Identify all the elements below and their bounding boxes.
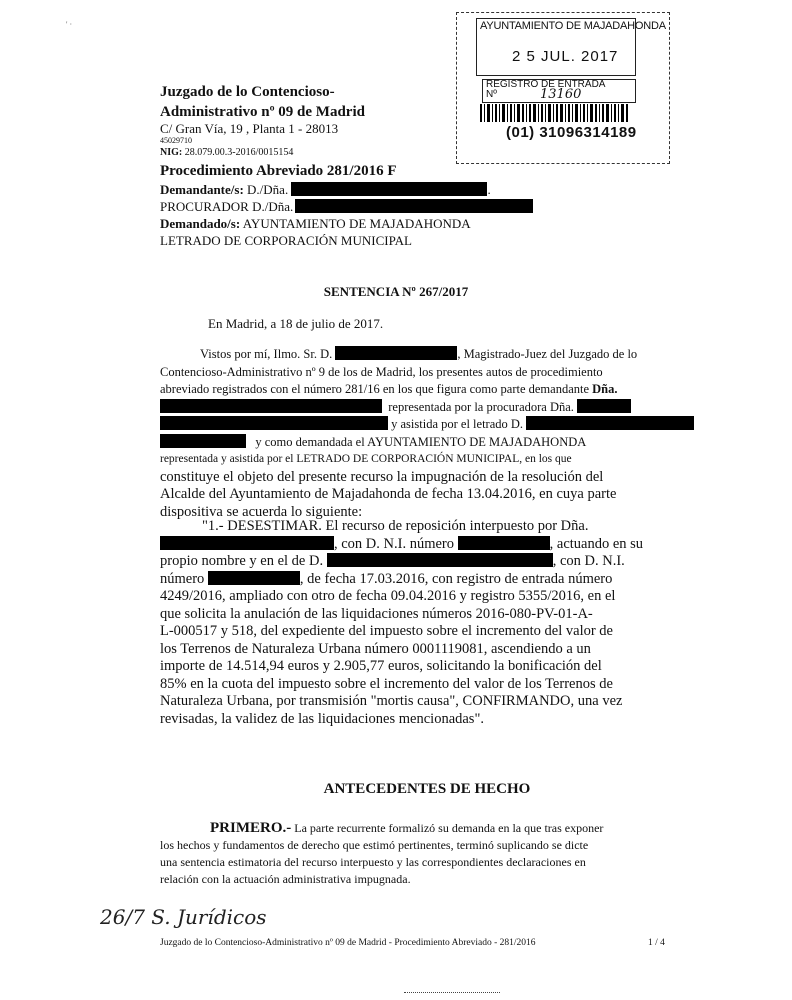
parties-block <box>160 181 533 249</box>
primero-label: PRIMERO.- <box>210 820 292 836</box>
text-line: importe de 14.514,94 euros y 2.905,77 euros, solicitando la bonificación del <box>160 658 602 674</box>
text-line: una sentencia estimatoria del recurso interpuesto y las correspondientes declaraciones en <box>160 855 586 869</box>
text-span: y asistida por el letrado D. <box>391 417 524 431</box>
barcode-image <box>480 104 630 122</box>
section-heading: ANTECEDENTES DE HECHO <box>323 781 531 797</box>
document-title: SENTENCIA Nº 267/2017 <box>323 284 469 299</box>
text-line <box>160 820 690 837</box>
court-line-2: Administrativo nº 09 de Madrid <box>160 104 365 120</box>
stamp-title: AYUNTAMIENTO DE MAJADAHONDA <box>480 20 666 32</box>
text-span: y como demandada el AYUNTAMIENTO DE MAJADAHONDA <box>255 434 587 449</box>
text-line: que solicita la anulación de las liquidaciones números 2016-080-PV-01-A- <box>160 605 593 622</box>
text-line <box>160 434 690 452</box>
redaction <box>160 434 246 448</box>
barcode-number: (01) 31096314189 <box>506 124 637 141</box>
text-line <box>160 381 690 399</box>
redaction <box>208 571 300 585</box>
text-span: Dña. <box>592 382 618 396</box>
text-span: representada por la procuradora Dña. <box>388 399 574 414</box>
text-line: representada y asistida por el LETRADO DE CORPORACIÓN MUNICIPAL, en los que <box>160 453 572 465</box>
text-line: Alcalde del Ayuntamiento de Majadahonda de fecha 13.04.2016, en cuya parte <box>160 486 617 502</box>
scan-artifact <box>404 992 500 995</box>
paragraph-primero <box>160 820 690 888</box>
demandado-label: Demandado/s: <box>160 216 241 231</box>
text-span: número <box>160 570 205 587</box>
demandante-label: Demandante/s: <box>160 182 244 197</box>
page-footer: Juzgado de lo Contencioso-Administrativo nº 09 de Madrid - Procedimiento Abreviado - 281/2016 <box>160 938 536 948</box>
text-line <box>160 536 690 554</box>
scan-mark: ' · <box>66 20 73 29</box>
redaction <box>335 346 457 360</box>
nig-label: NIG: <box>160 147 183 158</box>
text-line: relación con la actuación administrativa impugnada. <box>160 872 411 886</box>
text-line: 4249/2016, ampliado con otro de fecha 09.04.2016 y registro 5355/2016, en el <box>160 588 616 604</box>
handwritten-note: 26/7 S. Jurídicos <box>100 905 267 929</box>
redaction <box>291 182 487 196</box>
text-line: revisadas, la validez de las liquidaciones mencionadas". <box>160 710 484 727</box>
text-span: La parte recurrente formalizó su demanda en la que tras exponer <box>294 821 604 835</box>
text-span: propio nombre y en el de D. <box>160 553 324 569</box>
text-line <box>160 346 690 364</box>
letrado-line: LETRADO DE CORPORACIÓN MUNICIPAL <box>160 233 412 248</box>
demandado-line <box>160 215 533 232</box>
stamp-registry-no-label: Nº <box>486 89 497 100</box>
redaction <box>458 536 550 550</box>
redaction <box>526 416 694 430</box>
procedure-number: Procedimiento Abreviado 281/2016 F <box>160 163 397 179</box>
procurador-label: PROCURADOR D./Dña. <box>160 199 294 214</box>
redaction <box>160 399 382 413</box>
text-span: , de fecha 17.03.2016, con registro de entrada número <box>299 570 613 587</box>
court-name <box>160 82 365 122</box>
paragraph-vistos <box>160 346 690 521</box>
place-date: En Madrid, a 18 de julio de 2017. <box>208 316 384 331</box>
court-code: 45029710 <box>160 136 192 145</box>
demandado-value: AYUNTAMIENTO DE MAJADAHONDA <box>242 216 471 231</box>
text-line: Contencioso-Administrativo nº 9 de los de Madrid, los presentes autos de procedimiento <box>160 364 603 379</box>
procurador-line <box>160 198 533 215</box>
redaction <box>295 199 533 213</box>
text-span: abreviado registrados con el número 281/16 en los que figura como parte demandante <box>160 382 590 396</box>
text-span: Vistos por mí, Ilmo. Sr. D. <box>200 347 333 361</box>
demandante-line: Demandante/s: D./Dña. . <box>160 182 491 197</box>
text-line <box>160 571 690 589</box>
text-line <box>160 399 690 417</box>
text-line: L-000517 y 518, del expediente del impuesto sobre el incremento del valor de <box>160 623 613 639</box>
text-span: , con D. N.I. número <box>334 535 455 552</box>
page-number: 1 / 4 <box>648 938 665 948</box>
text-span: , Magistrado-Juez del Juzgado de lo <box>457 347 638 361</box>
redaction <box>160 416 388 430</box>
court-line-1: Juzgado de lo Contencioso- <box>160 84 335 100</box>
nig <box>160 147 293 158</box>
text-line: constituye el objeto del presente recurso la impugnación de la resolución del <box>160 468 604 485</box>
stamp-date: 2 5 JUL. 2017 <box>512 48 619 65</box>
redaction <box>327 553 553 567</box>
court-address: C/ Gran Vía, 19 , Planta 1 - 28013 <box>160 121 339 136</box>
stamp-registry-label: REGISTRO DE ENTRADA <box>486 79 606 90</box>
redaction <box>160 536 334 550</box>
text-line <box>160 553 690 571</box>
text-line: los hechos y fundamentos de derecho que estimó pertinentes, terminó suplicando se dicte <box>160 838 589 852</box>
demandante-value: D./Dña. <box>247 182 289 197</box>
text-line: Naturaleza Urbana, por transmisión "mortis causa", CONFIRMANDO, una vez <box>160 693 623 709</box>
paragraph-resolucion <box>160 518 690 728</box>
text-span: , con D. N.I. <box>552 553 625 569</box>
text-line <box>160 416 690 434</box>
text-span: , actuando en su <box>549 535 644 552</box>
text-line: "1.- DESESTIMAR. El recurso de reposición interpuesto por Dña. <box>202 518 589 534</box>
text-line: 85% en la cuota del impuesto sobre el incremento del valor de los Terrenos de <box>160 675 613 692</box>
redaction <box>577 399 631 413</box>
stamp-handwritten-number: 13160 <box>540 87 582 102</box>
text-line: los Terrenos de Naturaleza Urbana número 0001119081, ascendiendo a un <box>160 640 591 657</box>
nig-value: 28.079.00.3-2016/0015154 <box>184 147 294 158</box>
text-line: dispositiva se acuerda lo siguiente: <box>160 503 363 520</box>
